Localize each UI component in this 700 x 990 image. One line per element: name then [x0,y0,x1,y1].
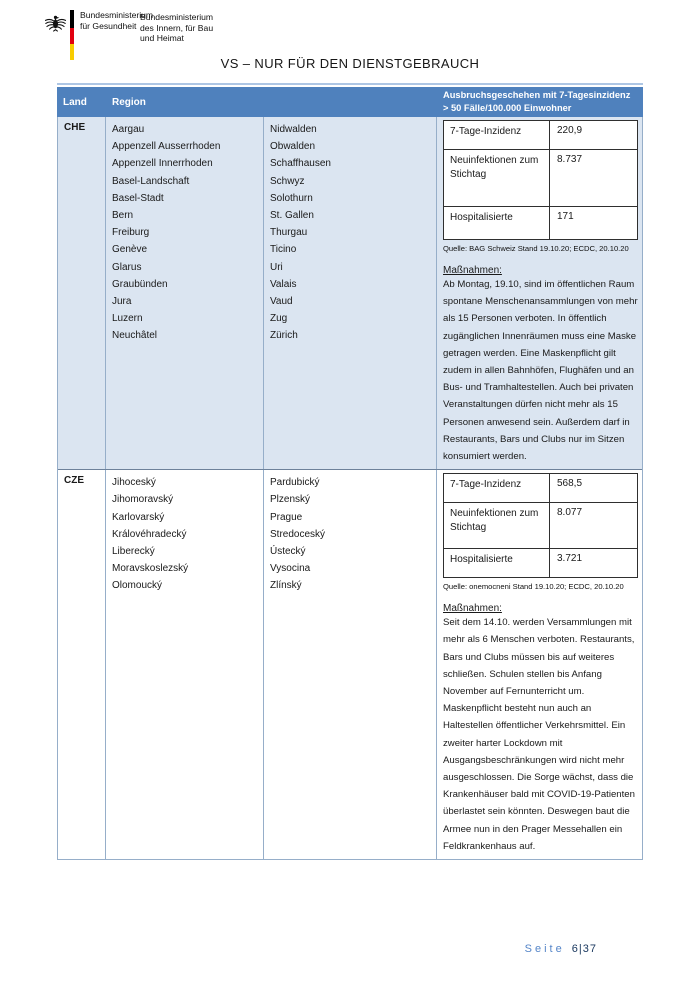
column-header-land: Land [63,96,87,108]
region-item: Freiburg [112,227,150,239]
region-item: Graubünden [112,278,168,290]
region-item: Thurgau [270,227,308,239]
region-item: Královéhradecký [112,528,187,540]
stats-row [444,474,637,503]
region-item: Appenzell Innerrhoden [112,158,213,170]
region-item: Pardubický [270,477,320,489]
federal-eagle-icon [44,12,67,33]
source-note: Quelle: BAG Schweiz Stand 19.10.20; ECDC, 20.10.20 [443,244,629,253]
region-item: Prague [270,511,303,523]
page-number: 6|37 [571,943,597,955]
region-item: Moravskoslezský [112,563,189,575]
stats-label: Hospitalisierte [444,549,550,577]
stats-value: 3.721 [557,553,583,565]
german-flag-stripe [70,10,74,60]
measures-text: Seit dem 14.10. werden Versammlungen mit mehr als 6 Menschen verboten. Restaurants, Bars und Clubs müssen bis auf weiteres schließen. Schulen stellen bis Anfang November auf Fernunterricht um. Maskenpflicht besteht nun auch an Haltestellen öffentlicher Verkehrsmittel. Ein zweiter harter Lockdown mit Ausgangsbeschränkungen wird nicht mehr ausgeschlossen. Die Sorge wächst, dass die Krankenhäuser bald mit COVID-19-Patienten überlastet sein könnten. Deswegen baut die Armee nun in den Prager Messehallen ein Feldkrankenhaus auf. [443,617,635,852]
land-cell: CZE [58,470,106,859]
region-item: Ústecký [270,546,306,558]
stats-value: 220,9 [557,125,583,136]
ministry-health-line1: Bundesministerium [80,10,154,20]
stats-row [444,549,637,577]
source-note: Quelle: onemocneni Stand 19.10.20; ECDC, 20.10.20 [443,582,624,592]
stats-value: 8.737 [557,154,583,165]
stats-label: Neuinfektionen zum Stichtag [444,503,550,548]
table-row-che [58,117,642,469]
region-item: Uri [270,261,283,273]
region-list-col1 [106,117,264,469]
column-header-outbreak: Ausbruchsgeschehen mit 7-Tagesinzidenz > 50 Fälle/100.000 Einwohner [443,90,631,113]
region-item: Luzern [112,313,143,325]
region-item: Jihoceský [112,477,156,489]
region-item: Valais [270,278,297,290]
ministry-interior-name [140,12,213,44]
region-item: Zug [270,313,288,325]
ministry-health-line2: für Gesundheit [80,20,137,31]
outbreak-details-cell [437,117,642,469]
flag-black-band [70,10,74,28]
classification-title: VS – NUR FÜR DEN DIENSTGEBRAUCH [220,56,480,71]
region-item: Vaud [270,296,293,308]
region-item: Schwyz [270,175,305,187]
region-item: Obwalden [270,141,316,153]
region-item: Bern [112,210,134,222]
table-row-cze [58,469,642,859]
region-item: Nidwalden [270,124,317,135]
region-item: Neuchâtel [112,330,158,342]
region-item: St. Gallen [270,210,314,222]
region-item: Olomoucký [112,580,163,592]
region-item: Zürich [270,330,298,342]
ministry-interior-line3: und Heimat [140,33,184,43]
stats-label: Hospitalisierte [444,207,550,239]
stats-row [444,121,637,150]
table-header-row [57,87,643,117]
ministry-health-logo [44,10,153,60]
column-header-spacer [264,87,437,117]
region-item: Glarus [112,261,142,273]
flag-red-band [70,28,74,44]
stats-table [443,473,638,578]
region-item: Liberecký [112,546,155,558]
measures-heading: Maßnahmen: [443,265,502,276]
region-item: Vysocina [270,563,311,575]
region-item: Jihomoravský [112,494,174,506]
region-list-col2 [264,117,437,469]
outbreak-details-cell [437,470,642,859]
stats-value: 171 [557,211,574,222]
region-list-col1 [106,470,264,859]
table-body [57,117,643,860]
region-item: Solothurn [270,192,313,204]
page-label: Seite [524,943,565,955]
region-item: Plzenský [270,494,311,506]
stats-value: 568,5 [557,478,583,490]
land-cell: CHE [58,117,106,469]
region-item: Aargau [112,124,145,135]
stats-row [444,150,637,207]
region-item: Jura [112,296,132,308]
stats-label: 7-Tage-Inzidenz [444,474,550,502]
region-item: Basel-Landschaft [112,175,190,187]
region-item: Zlínský [270,580,302,592]
page-footer [0,943,597,955]
region-item: Appenzell Ausserrhoden [112,141,221,153]
stats-row [444,503,637,549]
region-item: Karlovarský [112,511,165,523]
ministry-interior-line1: Bundesministerium [140,12,214,22]
measures-text: Ab Montag, 19.10, sind im öffentlichen Raum spontane Menschenansammlungen von mehr als 15 Personen verboten. In öffentlich zugänglichen Innenräumen muss eine Maske getragen werden. Eine Maskenpflicht gilt zudem in allen Bahnhöfen, Flughäfen und an Bus- und Tramhaltestellen. Auch bei privaten Veranstaltungen dürfen nicht mehr als 15 Personen anwesend sein. Außerdem darf in Restaurants, Bars und Clubs nur im Sitzen konsumiert werden. [443,279,638,463]
stats-label: Neuinfektionen zum Stichtag [444,150,550,206]
stats-row [444,207,637,239]
region-item: Genève [112,244,148,256]
region-list-col2 [264,470,437,859]
stats-label: 7-Tage-Inzidenz [444,121,550,149]
region-item: Stredoceský [270,528,326,540]
ministry-interior-line2: des Innern, für Bau [140,22,214,33]
measures-heading: Maßnahmen: [443,603,502,615]
column-header-region: Region [112,96,146,108]
region-item: Basel-Stadt [112,192,164,204]
region-item: Ticino [270,244,297,256]
stats-table [443,120,638,240]
region-item: Schaffhausen [270,158,331,170]
stats-value: 8.077 [557,507,583,519]
outbreak-table [57,83,643,860]
